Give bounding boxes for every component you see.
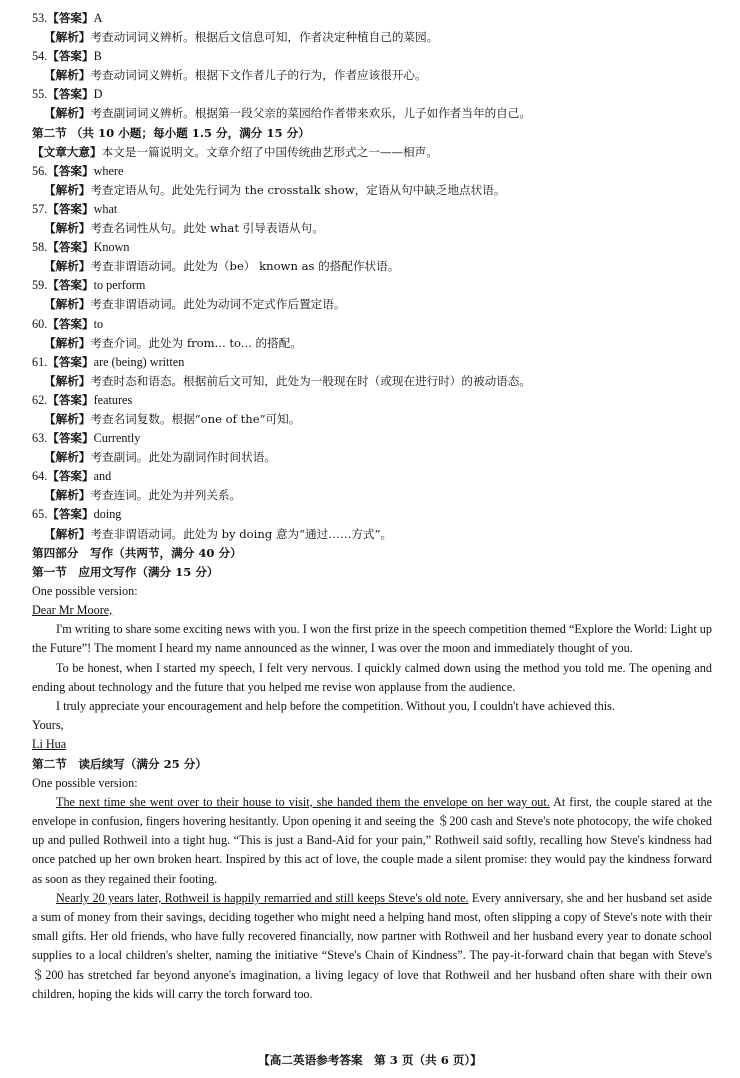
explanation-text: 考查名词复数。根据“one of the”可知。	[90, 411, 301, 426]
answer-tag: 【答案】	[47, 392, 94, 407]
answer-line	[32, 391, 712, 410]
explanation-text: 考查副词词义辨析。根据第一段父亲的菜园给作者带来欢乐，儿子如作者当年的自己。	[90, 106, 531, 121]
version-label: One possible version:	[32, 775, 138, 790]
explanation-text: 考查副词。此处为副词作时间状语。	[90, 450, 276, 465]
letter-greeting: Dear Mr Moore,	[32, 602, 113, 617]
story-lead-sentence: The next time she went over to their house to visit, she handed them the envelope on her way out.	[56, 794, 550, 809]
explanation-text: 考查动词词义辨析。根据后文信息可知，作者决定种植自己的菜园。	[90, 30, 439, 45]
question-number: 56.	[32, 163, 48, 178]
answer-value: doing	[93, 507, 122, 522]
answer-tag: 【答案】	[47, 507, 94, 522]
explanation-line	[32, 295, 712, 314]
answer-line	[32, 505, 712, 524]
question-number: 63.	[32, 431, 48, 446]
answer-list-part-a	[32, 9, 712, 124]
answer-value: to	[93, 316, 104, 331]
answer-value: features	[93, 392, 133, 407]
letter-closing: Yours,	[32, 718, 64, 733]
answer-line	[32, 9, 712, 28]
explanation-text: 考查介词。此处为 from... to... 的搭配。	[90, 335, 302, 350]
explanation-tag: 【解析】	[44, 259, 91, 274]
letter-essay	[32, 601, 712, 755]
version-label: One possible version:	[32, 583, 138, 598]
answer-value: what	[93, 201, 118, 216]
answer-tag: 【答案】	[47, 431, 94, 446]
answer-value: A	[93, 11, 103, 25]
explanation-line	[32, 486, 712, 505]
summary-tag: 【文章大意】	[32, 144, 102, 159]
letter-paragraph: To be honest, when I started my speech, I felt very nervous. I quickly calmed down using the method you told me. The opening and ending about technology and the future that you helped me revise won applause from the audience.	[32, 660, 712, 694]
page-footer: 【高二英语参考答案 第 3 页（共 6 页）】	[258, 1053, 482, 1067]
part-heading: 第四部分 写作（共两节，满分 40 分）	[32, 545, 242, 560]
answer-tag: 【答案】	[47, 316, 94, 331]
section-heading: 第二节 （共 10 小题；每小题 1.5 分，满分 15 分）	[32, 125, 310, 140]
question-number: 53.	[32, 11, 48, 25]
answer-line	[32, 162, 712, 181]
explanation-line	[32, 219, 712, 238]
answer-line	[32, 238, 712, 257]
explanation-tag: 【解析】	[44, 297, 91, 312]
story-lead-sentence: Nearly 20 years later, Rothweil is happily remarried and still keeps Steve's old note.	[56, 890, 469, 905]
answer-tag: 【答案】	[47, 469, 94, 484]
answer-list-part-b	[32, 162, 712, 544]
explanation-text: 考查连词。此处为并列关系。	[90, 488, 242, 503]
explanation-line	[32, 257, 712, 276]
question-number: 64.	[32, 469, 48, 484]
answer-line	[32, 200, 712, 219]
answer-value: Currently	[93, 431, 141, 446]
explanation-tag: 【解析】	[44, 68, 91, 83]
answer-tag: 【答案】	[47, 354, 94, 369]
answer-line	[32, 429, 712, 448]
explanation-text: 考查定语从句。此处先行词为 the crosstalk show，定语从句中缺乏地点状语。	[90, 182, 506, 197]
explanation-line	[32, 372, 712, 391]
question-number: 57.	[32, 201, 48, 216]
story-essay	[32, 793, 712, 1004]
answer-line	[32, 85, 712, 104]
explanation-text: 考查名词性从句。此处 what 引导表语从句。	[90, 221, 324, 236]
answer-line	[32, 315, 712, 334]
explanation-line	[32, 410, 712, 429]
explanation-text: 考查非谓语动词。此处为动词不定式作后置定语。	[90, 297, 346, 312]
answer-line	[32, 467, 712, 486]
explanation-line	[32, 28, 712, 47]
question-number: 60.	[32, 316, 48, 331]
summary-text: 本文是一篇说明文。文章介绍了中国传统曲艺形式之一——相声。	[101, 144, 438, 159]
explanation-tag: 【解析】	[44, 335, 91, 350]
explanation-text: 考查时态和语态。根据前后文可知，此处为一般现在时（或现在进行时）的被动语态。	[90, 373, 531, 388]
explanation-line	[32, 525, 712, 544]
explanation-line	[32, 66, 712, 85]
explanation-tag: 【解析】	[44, 450, 91, 465]
explanation-line	[32, 104, 712, 123]
answer-tag: 【答案】	[47, 201, 94, 216]
section-heading-continuation: 第二节 读后续写（满分 25 分）	[32, 756, 207, 771]
question-number: 59.	[32, 278, 48, 293]
answer-tag: 【答案】	[47, 163, 94, 178]
answer-value: D	[93, 87, 103, 102]
answer-tag: 【答案】	[47, 240, 94, 255]
explanation-tag: 【解析】	[44, 526, 91, 541]
answer-line	[32, 276, 712, 295]
question-number: 58.	[32, 240, 48, 255]
question-number: 55.	[32, 87, 48, 102]
explanation-text: 考查非谓语动词。此处为 by doing 意为“通过……方式”。	[90, 526, 393, 541]
answer-tag: 【答案】	[47, 49, 94, 64]
story-paragraph	[32, 889, 712, 1004]
explanation-line	[32, 181, 712, 200]
answer-value: where	[93, 163, 124, 178]
explanation-line	[32, 334, 712, 353]
explanation-text: 考查动词词义辨析。根据下文作者儿子的行为，作者应该很开心。	[90, 68, 427, 83]
question-number: 65.	[32, 507, 48, 522]
passage-summary	[32, 143, 712, 162]
question-number: 62.	[32, 392, 48, 407]
answer-value: Known	[93, 240, 130, 255]
question-number: 61.	[32, 354, 48, 369]
answer-tag: 【答案】	[47, 87, 94, 102]
explanation-tag: 【解析】	[44, 221, 91, 236]
answer-tag: 【答案】	[47, 11, 94, 25]
letter-signature: Li Hua	[32, 737, 67, 752]
explanation-tag: 【解析】	[44, 106, 91, 121]
section-heading-writing: 第一节 应用文写作（满分 15 分）	[32, 564, 219, 579]
letter-paragraph: I'm writing to share some exciting news with you. I won the first prize in the speech competition themed “Explore the World: Light up the Future”! The moment I heard my name announced as the winner, I was over the moon and immediately thought of you.	[32, 622, 712, 656]
answer-line	[32, 47, 712, 66]
answer-value: B	[93, 49, 102, 64]
story-text: Every anniversary, she and her husband set aside a sum of money from their savings, deciding together who might need a helping hand most, often slipping a copy of Steve's note with their small gifts. Her old friends, who have fully recovered financially, now partner with Rothweil and her husband every year to donate school supplies to a local children's shelter, naming the initiative “Steve's Chain of Kindness”. The pay-it-forward chain that began with Steve's ＄200 has stretched far beyond anyone's imagination, a living legacy of love that Rothweil and her husband often share with their own children, hoping the kids will carry the torch forward too.	[32, 890, 712, 1001]
explanation-line	[32, 448, 712, 467]
answer-value: and	[93, 469, 112, 484]
story-text: At first, the couple stared at the envelope in confusion, fingers hovering hesitantly. Upon opening it and seeing the ＄200 cash and Steve's note photocopy, the wife choked up and pulled Rothweil into a tight hug. “This is just a Band-Aid for your pain,” Rothweil said softly, recalling how Steve's kindness had once patched up her own broken heart. Inspired by this act of love, the couple made a silent promise: they would pay the kindness forward as soon as they regained their footing.	[32, 794, 712, 886]
answer-line	[32, 353, 712, 372]
answer-tag: 【答案】	[47, 278, 94, 293]
answer-value: are (being) written	[93, 354, 185, 369]
explanation-text: 考查非谓语动词。此处为（be） known as 的搭配作状语。	[90, 259, 400, 274]
answer-value: to perform	[93, 278, 146, 293]
explanation-tag: 【解析】	[44, 182, 91, 197]
explanation-tag: 【解析】	[44, 488, 91, 503]
letter-paragraph: I truly appreciate your encouragement and help before the competition. Without you, I couldn't have achieved this.	[56, 698, 615, 713]
question-number: 54.	[32, 49, 48, 64]
explanation-tag: 【解析】	[44, 30, 91, 45]
explanation-tag: 【解析】	[44, 373, 91, 388]
story-paragraph	[32, 793, 712, 889]
explanation-tag: 【解析】	[44, 411, 91, 426]
